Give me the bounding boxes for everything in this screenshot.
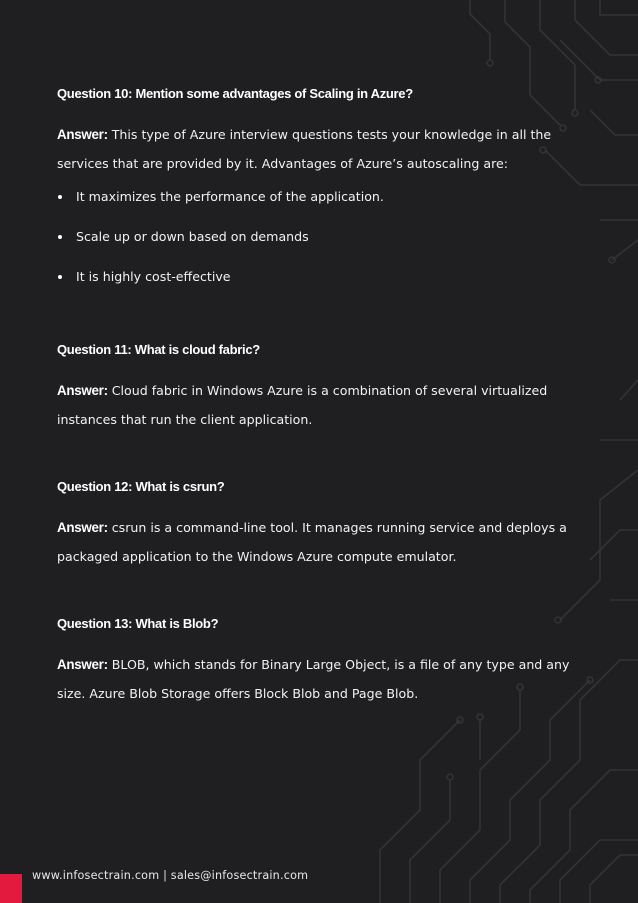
answer-text: csrun is a command-line tool. It manages running service and deploys a [107,520,567,535]
list-item-text: It maximizes the performance of the application. [76,189,384,204]
brand-accent-tab [0,874,22,903]
bullet-icon [58,275,62,279]
question-heading: Question 10: Mention some advantages of Scaling in Azure? [57,86,413,101]
question-heading: Question 12: What is csrun? [57,479,225,494]
answer-text: This type of Azure interview questions tests your knowledge in all the [107,127,552,142]
answer-line: size. Azure Blob Storage offers Block Blob and Page Blob. [57,686,419,701]
answer-line [57,120,597,149]
question-heading: Question 13: What is Blob? [57,616,219,631]
qa-section-q12 [57,477,597,571]
list-item [57,177,597,217]
qa-section-q13 [57,614,597,708]
answer-line [57,650,597,679]
answer-line: instances that run the client application. [57,412,313,427]
answer-line: packaged application to the Windows Azure compute emulator. [57,549,457,564]
bullet-icon [58,235,62,239]
answer-label: Answer: [57,383,108,398]
answer-text: BLOB, which stands for Binary Large Object, is a file of any type and any [107,657,570,672]
bullet-icon [58,195,62,199]
answer-label: Answer: [57,520,108,535]
answer-line [57,513,597,542]
list-item-text: Scale up or down based on demands [76,229,309,244]
answer-text: Cloud fabric in Windows Azure is a combination of several virtualized [107,383,548,398]
answer-label: Answer: [57,127,108,142]
answer-label: Answer: [57,657,108,672]
list-item [57,257,597,297]
footer-contact: www.infosectrain.com | sales@infosectrain.com [32,869,309,882]
qa-section-q11 [57,340,597,434]
advantages-list [57,177,597,297]
list-item [57,217,597,257]
answer-line: services that are provided by it. Advantages of Azure’s autoscaling are: [57,156,509,171]
answer-line [57,376,597,405]
qa-section-q10 [57,84,597,297]
list-item-text: It is highly cost-effective [76,269,231,284]
question-heading: Question 11: What is cloud fabric? [57,342,260,357]
